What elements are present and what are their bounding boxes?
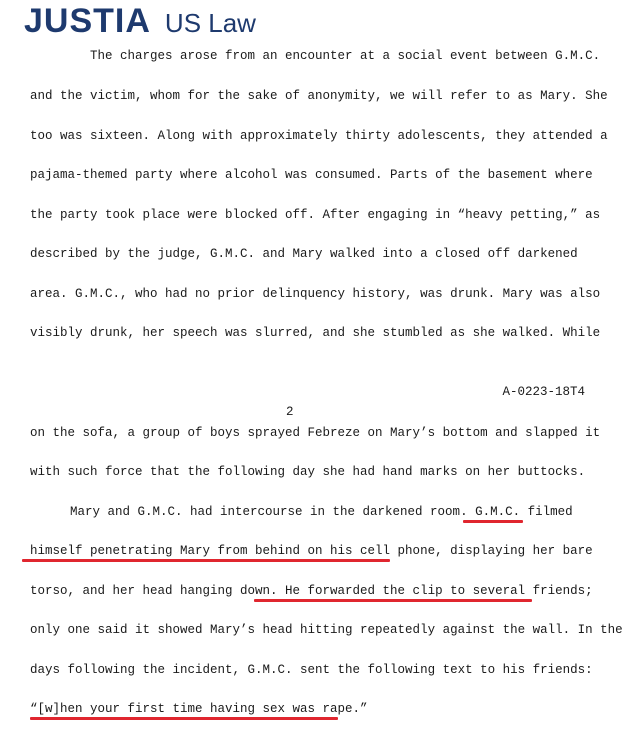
highlight-underline (463, 520, 523, 523)
text-line: only one said it showed Mary’s head hitting repeatedly against the wall. In the (30, 623, 623, 637)
highlight-underline (22, 559, 390, 562)
text-line: visibly drunk, her speech was slurred, and she stumbled as she walked. While (30, 326, 601, 340)
text-line: and the victim, whom for the sake of anonymity, we will refer to as Mary. She (30, 89, 608, 103)
text-line: area. G.M.C., who had no prior delinquency history, was drunk. Mary was also (30, 287, 601, 301)
highlight-underline (30, 717, 338, 720)
text-line: pajama-themed party where alcohol was consumed. Parts of the basement where (30, 168, 593, 182)
text-line: himself penetrating Mary from behind on his cell phone, displaying her bare (30, 544, 593, 558)
text-line: on the sofa, a group of boys sprayed Febreze on Mary’s bottom and slapped it (30, 426, 601, 440)
text-line: “[w]hen your first time having sex was rape.” (30, 702, 368, 716)
text-line: Mary and G.M.C. had intercourse in the darkened room. G.M.C. filmed (70, 505, 573, 519)
docket-number: A-0223-18T4 (502, 385, 585, 399)
site-header (0, 0, 643, 44)
text-line: days following the incident, G.M.C. sent the following text to his friends: (30, 663, 593, 677)
page-number: 2 (286, 405, 294, 419)
text-line: too was sixteen. Along with approximately thirty adolescents, they attended a (30, 129, 608, 143)
logo-section: US Law (164, 8, 256, 38)
text-line: with such force that the following day she had hand marks on her buttocks. (30, 465, 586, 479)
justia-logo[interactable] (24, 0, 256, 45)
text-line: described by the judge, G.M.C. and Mary walked into a closed off darkened (30, 247, 578, 261)
logo-brand: JUSTIA (24, 2, 151, 40)
highlight-underline (254, 599, 532, 602)
text-line: The charges arose from an encounter at a social event between G.M.C. (90, 49, 601, 63)
text-line: the party took place were blocked off. After engaging in “heavy petting,” as (30, 208, 601, 222)
text-line: torso, and her head hanging down. He forwarded the clip to several friends; (30, 584, 593, 598)
